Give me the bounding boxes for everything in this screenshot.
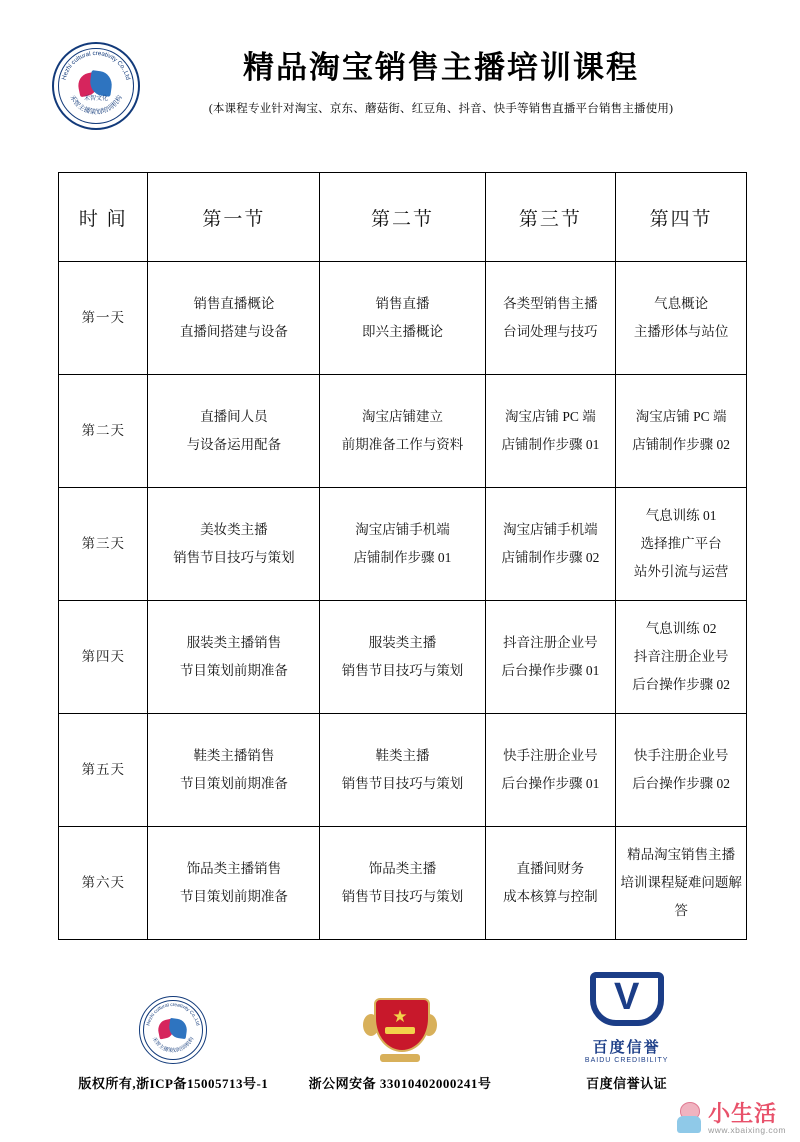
cell-line: 饰品类主播销售 xyxy=(186,861,282,877)
table-cell xyxy=(616,488,747,601)
table-cell xyxy=(616,601,747,714)
police-emblem-icon: ★ xyxy=(287,990,514,1064)
table-cell xyxy=(320,375,485,488)
footer-badges xyxy=(0,962,800,1092)
table-cell xyxy=(485,488,616,601)
cell-line: 销售直播 xyxy=(375,296,430,312)
cell-line: 店铺制作步骤 02 xyxy=(632,437,731,452)
cell-line: 美妆类主播 xyxy=(200,522,268,538)
cell-line: 选择推广平台 xyxy=(640,536,722,552)
cell-line: 节目策划前期准备 xyxy=(179,776,288,791)
table-cell xyxy=(485,601,616,714)
day-label: 第三天 xyxy=(59,488,148,601)
watermark-brand: 小生活 xyxy=(708,1101,778,1126)
site-watermark xyxy=(674,1102,786,1136)
cell-line: 淘宝店铺 PC 端 xyxy=(635,409,727,425)
copyright-text: 版权所有,浙ICP备15005713号-1 xyxy=(78,1076,269,1091)
title-block xyxy=(142,38,760,116)
cell-line: 店铺制作步骤 01 xyxy=(501,437,600,452)
table-cell xyxy=(616,262,747,375)
table-row xyxy=(59,827,747,940)
table-cell xyxy=(148,714,320,827)
cell-line: 气息训练 01 xyxy=(645,508,717,524)
cell-line: 快手注册企业号 xyxy=(503,748,598,764)
table-cell xyxy=(320,262,485,375)
svg-text:Hezhi cultural creativity Co.,: Hezhi cultural creativity Co.,Ltd xyxy=(146,1002,200,1027)
page-subtitle: (本课程专业针对淘宝、京东、蘑菇街、红豆角、抖音、快手等销售直播平台销售主播使用) xyxy=(208,103,674,115)
cell-line: 台词处理与技巧 xyxy=(503,324,598,339)
day-label: 第六天 xyxy=(59,827,148,940)
cell-line: 前期准备工作与资料 xyxy=(341,437,464,452)
cell-line: 店铺制作步骤 01 xyxy=(353,550,452,565)
cell-line: 气息概论 xyxy=(654,296,709,312)
cell-line: 后台操作步骤 02 xyxy=(632,676,731,692)
schedule-table-container xyxy=(0,110,800,940)
cell-line: 抖音注册企业号 xyxy=(503,635,598,651)
cell-line: 销售节目技巧与策划 xyxy=(173,550,295,565)
cell-line: 饰品类主播 xyxy=(368,861,437,877)
cell-line: 即兴主播概论 xyxy=(361,324,443,339)
table-row xyxy=(59,375,747,488)
column-header-time: 时 间 xyxy=(59,173,148,262)
svg-text:禾智主播策划培训机构: 禾智主播策划培训机构 xyxy=(150,1036,196,1055)
table-cell xyxy=(148,827,320,940)
table-cell xyxy=(485,827,616,940)
baidu-credibility-text: 百度信誉认证 xyxy=(586,1076,668,1091)
cell-line: 店铺制作步骤 02 xyxy=(501,550,600,565)
mascot-icon xyxy=(674,1102,704,1136)
table-row xyxy=(59,601,747,714)
table-cell xyxy=(320,488,485,601)
company-seal-small-icon xyxy=(60,990,287,1064)
cell-line: 各类型销售主播 xyxy=(503,296,598,312)
company-seal-icon xyxy=(52,42,140,130)
police-record-text: 浙公网安备 33010402000241号 xyxy=(308,1076,492,1091)
cell-line: 直播间搭建与设备 xyxy=(179,324,288,339)
table-cell xyxy=(616,375,747,488)
cell-line: 淘宝店铺手机端 xyxy=(355,522,450,538)
table-cell xyxy=(148,262,320,375)
badge-baidu-credibility[interactable] xyxy=(513,960,740,1092)
baidu-brand-en: BAIDU CREDIBILITY xyxy=(584,1057,669,1064)
cell-line: 销售节目技巧与策划 xyxy=(341,776,464,791)
cell-line: 鞋类主播销售 xyxy=(193,748,275,764)
cell-line: 节目策划前期准备 xyxy=(179,889,288,904)
baidu-credibility-icon[interactable]: V xyxy=(513,960,740,1034)
day-label: 第一天 xyxy=(59,262,148,375)
cell-line: 节目策划前期准备 xyxy=(179,663,288,678)
baidu-brand-cn: 百度信誉 xyxy=(592,1040,661,1056)
cell-line: 销售直播概论 xyxy=(193,296,275,312)
svg-text:禾智主播策划培训机构: 禾智主播策划培训机构 xyxy=(68,94,124,117)
course-schedule-table xyxy=(58,172,747,940)
watermark-url: www.xbaixing.com xyxy=(708,1125,786,1135)
column-header-session-3: 第三节 xyxy=(485,173,616,262)
cell-line: 培训课程疑难问题解答 xyxy=(620,875,742,918)
table-row xyxy=(59,262,747,375)
cell-line: 淘宝店铺建立 xyxy=(361,409,443,425)
cell-line: 直播间财务 xyxy=(516,861,585,877)
badge-police-record xyxy=(287,990,514,1092)
logo-container xyxy=(50,38,142,130)
column-header-session-2: 第二节 xyxy=(320,173,485,262)
page-title: 精品淘宝销售主播培训课程 xyxy=(243,50,639,85)
cell-line: 抖音注册企业号 xyxy=(633,649,729,665)
table-cell xyxy=(148,375,320,488)
svg-text:Hezhi cultural creativity Co.,: Hezhi cultural creativity Co.,Ltd xyxy=(60,49,132,81)
cell-line: 后台操作步骤 01 xyxy=(501,776,600,791)
cell-line: 销售节目技巧与策划 xyxy=(341,889,464,904)
cell-line: 服装类主播 xyxy=(368,635,437,651)
table-cell xyxy=(320,827,485,940)
cell-line: 快手注册企业号 xyxy=(633,748,729,764)
table-cell xyxy=(485,262,616,375)
cell-line: 气息训练 02 xyxy=(645,621,717,637)
table-cell xyxy=(616,714,747,827)
badge-copyright xyxy=(60,990,287,1092)
document-footer xyxy=(0,962,800,1142)
table-cell xyxy=(148,488,320,601)
cell-line: 淘宝店铺 PC 端 xyxy=(505,409,596,425)
table-cell xyxy=(148,601,320,714)
seal-brand-label: 禾智文化 xyxy=(83,96,109,102)
cell-line: 直播间人员 xyxy=(200,409,268,425)
cell-line: 鞋类主播 xyxy=(375,748,430,764)
table-cell xyxy=(616,827,747,940)
document-header xyxy=(0,0,800,117)
cell-line: 淘宝店铺手机端 xyxy=(503,522,598,538)
cell-line: 精品淘宝销售主播 xyxy=(627,847,736,863)
cell-line: 后台操作步骤 01 xyxy=(501,663,600,678)
cell-line: 服装类主播销售 xyxy=(186,635,282,651)
day-label: 第二天 xyxy=(59,375,148,488)
cell-line: 销售节目技巧与策划 xyxy=(341,663,464,678)
table-cell xyxy=(485,375,616,488)
day-label: 第四天 xyxy=(59,601,148,714)
table-body xyxy=(59,262,747,940)
cell-line: 成本核算与控制 xyxy=(503,889,598,904)
cell-line: 后台操作步骤 02 xyxy=(632,776,731,791)
cell-line: 主播形体与站位 xyxy=(633,324,729,339)
cell-line: 与设备运用配备 xyxy=(186,437,282,452)
column-header-session-1: 第一节 xyxy=(148,173,320,262)
column-header-session-4: 第四节 xyxy=(616,173,747,262)
cell-line: 站外引流与运营 xyxy=(633,563,729,579)
table-row xyxy=(59,714,747,827)
table-cell xyxy=(485,714,616,827)
day-label: 第五天 xyxy=(59,714,148,827)
table-header-row xyxy=(59,173,747,262)
table-row xyxy=(59,488,747,601)
table-cell xyxy=(320,601,485,714)
table-cell xyxy=(320,714,485,827)
